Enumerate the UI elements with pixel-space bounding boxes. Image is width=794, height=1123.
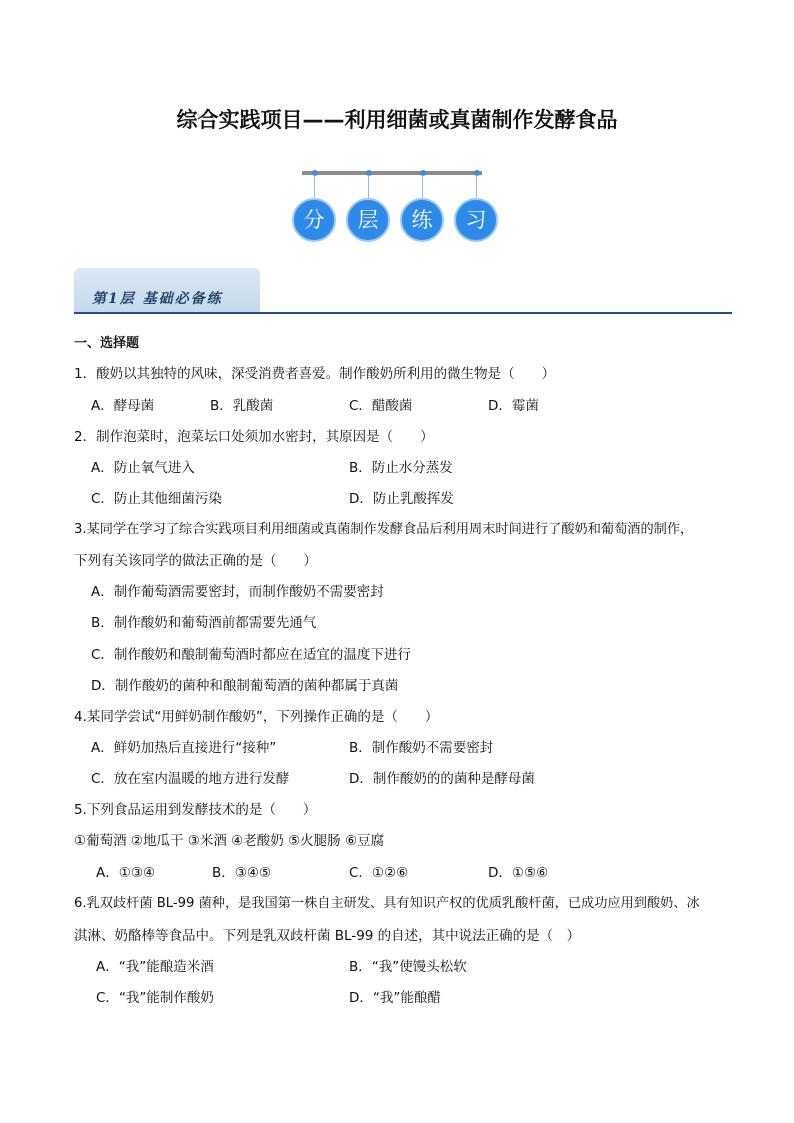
badge-stem [422,175,423,198]
option: D．防止乳酸挥发 [349,491,454,507]
question-items: ①葡萄酒 ②地瓜干 ③米酒 ④老酸奶 ⑤火腿肠 ⑥豆腐 [74,833,385,849]
badge-pin [474,170,480,176]
option: D．“我”能酿醋 [349,990,441,1006]
question-stem: 4.某同学尝试“用鲜奶制作酸奶”，下列操作正确的是（ ） [74,709,439,725]
badge-pin [312,170,318,176]
option: D．霉菌 [488,398,539,414]
option: B．“我”使馒头松软 [349,959,467,975]
option: A．制作葡萄酒需要密封，而制作酸奶不需要密封 [91,584,384,600]
badge-char: 分 [292,198,336,242]
option: B．③④⑤ [212,865,272,881]
practice-badge [290,170,505,245]
option: C．防止其他细菌污染 [91,491,222,507]
level-divider [74,312,732,314]
option: C．醋酸菌 [349,398,413,414]
badge-char: 层 [346,198,390,242]
option: A．①③④ [96,865,156,881]
option: B．制作酸奶不需要密封 [349,740,494,756]
question-stem: 1．酸奶以其独特的风味，深受消费者喜爱。制作酸奶所利用的微生物是（ ） [74,366,556,382]
badge-stem [314,175,315,198]
badge-stem [368,175,369,198]
option: A．“我”能酿造米酒 [96,959,214,975]
question-stem: 6.乳双歧杆菌 BL-99 菌种，是我国第一株自主研发、具有知识产权的优质乳酸杆菌，已成功应用到酸奶、冰 [74,896,700,911]
level-header [74,268,260,313]
option: A．防止氧气进入 [91,460,195,476]
option: B．防止水分蒸发 [349,460,453,476]
option: B．乳酸菌 [210,398,274,414]
option: B．制作酸奶和葡萄酒前都需要先通气 [91,615,317,631]
option: A．酵母菌 [91,398,155,414]
level-label: 第1层 基础必备练 [92,291,223,307]
badge-pin [420,170,426,176]
option: C．①②⑥ [349,865,409,881]
page-title: 综合实践项目——利用细菌或真菌制作发酵食品 [176,108,618,132]
option: C．制作酸奶和酿制葡萄酒时都应在适宜的温度下进行 [91,647,411,663]
question-stem: 3.某同学在学习了综合实践项目利用细菌或真菌制作发酵食品后利用周末时间进行了酸奶和葡萄酒的制作， [74,522,694,537]
option: D．制作酸奶的菌种和酿制葡萄酒的菌种都属于真菌 [91,678,399,694]
badge-pin [366,170,372,176]
question-stem: 5.下列食品运用到发酵技术的是（ ） [74,802,317,818]
badge-char: 练 [400,198,444,242]
question-stem: 2．制作泡菜时，泡菜坛口处须加水密封，其原因是（ ） [74,429,434,445]
badge-bar [302,171,482,175]
option: D．制作酸奶的的菌种是酵母菌 [349,771,535,787]
question-stem: 淇淋、奶酪棒等食品中。下列是乳双歧杆菌 BL-99 的自述，其中说法正确的是（ ） [74,928,581,944]
option: C．“我”能制作酸奶 [96,990,214,1006]
badge-char: 习 [454,198,498,242]
option: D．①⑤⑥ [488,865,549,881]
option: C．放在室内温暖的地方进行发酵 [91,771,290,787]
badge-stem [476,175,477,198]
option: A．鲜奶加热后直接进行“接种” [91,740,277,756]
question-stem: 下列有关该同学的做法正确的是（ ） [74,553,317,569]
section-title: 一、选择题 [74,336,140,351]
